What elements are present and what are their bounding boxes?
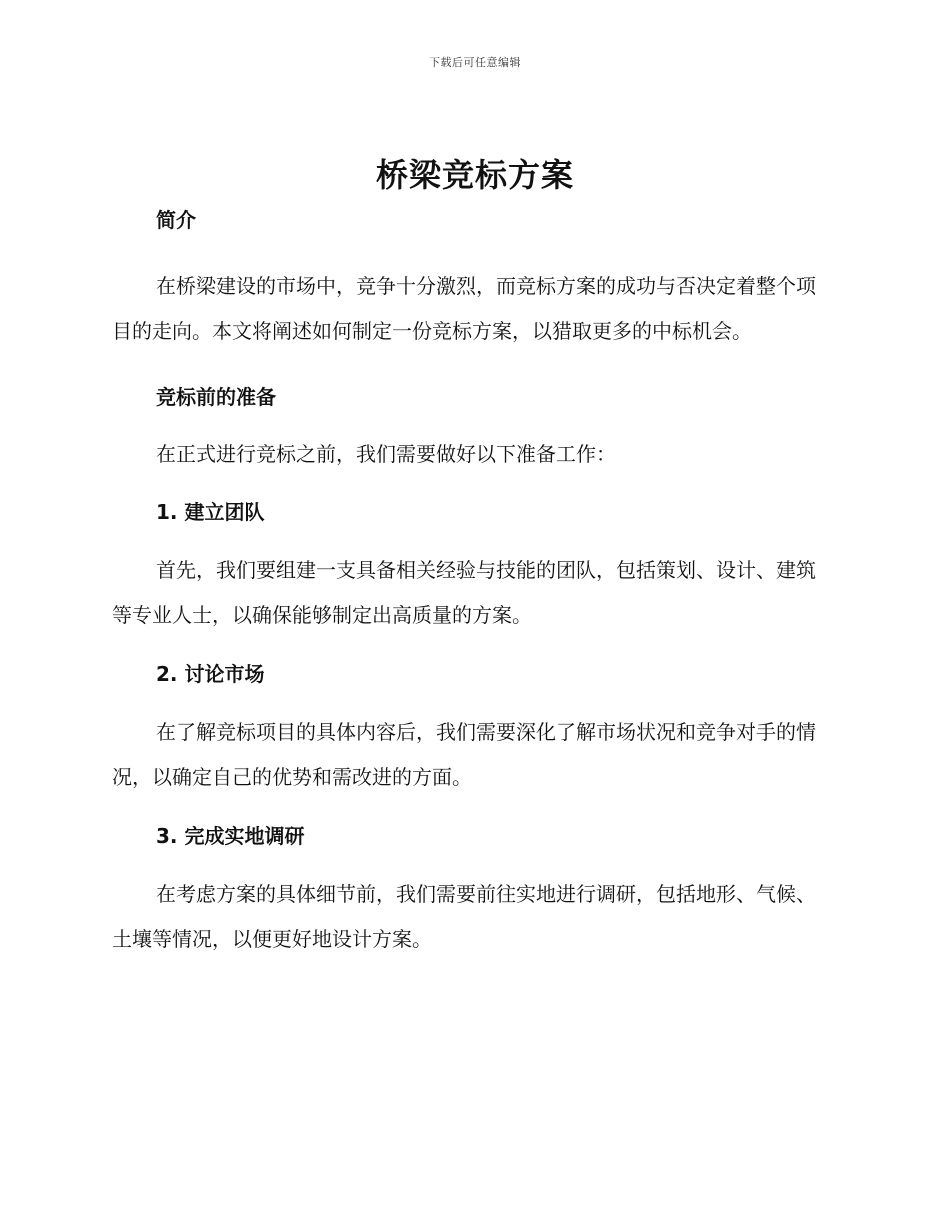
section-heading-market: 2. 讨论市场: [156, 662, 265, 686]
section-heading-preparation: 竞标前的准备: [156, 385, 276, 409]
paragraph-preparation: 在正式进行竞标之前，我们需要做好以下准备工作：: [156, 442, 616, 466]
section-heading-intro: 简介: [156, 208, 196, 232]
paragraph-field-survey: 在考虑方案的具体细节前，我们需要前往实地进行调研，包括地形、气候、土壤等情况，以便更好地设计方案。: [112, 882, 816, 951]
paragraph-build-team: 首先，我们要组建一支具备相关经验与技能的团队，包括策划、设计、建筑等专业人士，以确保能够制定出高质量的方案。: [112, 558, 816, 627]
paragraph-market: 在了解竞标项目的具体内容后，我们需要深化了解市场状况和竞争对手的情况，以确定自己的优势和需改进的方面。: [112, 720, 816, 789]
section-heading-build-team: 1. 建立团队: [156, 500, 265, 524]
running-header: 下载后可任意编辑: [429, 56, 521, 69]
document-body: [112, 200, 834, 962]
section-heading-field-survey: 3. 完成实地调研: [156, 824, 305, 848]
document-title: 桥梁竞标方案: [375, 156, 574, 194]
paragraph-intro: 在桥梁建设的市场中，竞争十分激烈，而竞标方案的成功与否决定着整个项目的走向。本文将阐述如何制定一份竞标方案，以猎取更多的中标机会。: [112, 274, 816, 343]
